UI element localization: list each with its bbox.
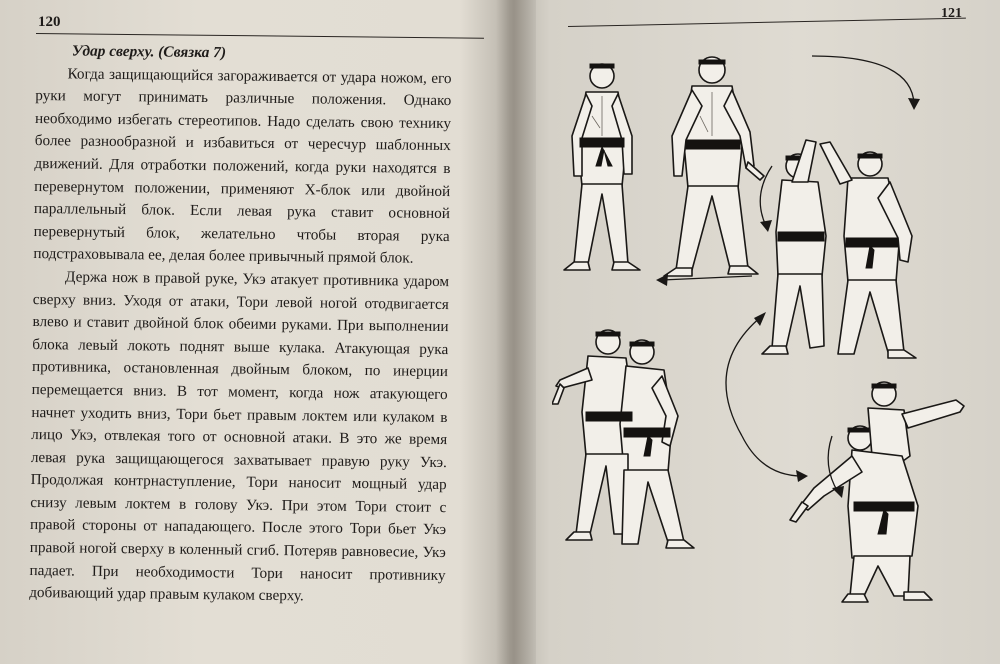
panel-1-fighters — [564, 57, 764, 286]
panel-3-strike — [552, 330, 694, 548]
page-number-left: 120 — [38, 14, 61, 30]
page-number-right: 121 — [941, 6, 962, 21]
panel-2-block — [760, 56, 920, 358]
body-text — [29, 40, 452, 610]
header-rule-left — [36, 33, 484, 39]
header-rule-right — [568, 18, 966, 27]
section-title: Удар сверху. (Связка 7) — [71, 42, 227, 62]
panel-4-throw — [790, 382, 964, 602]
paragraph-2: Держа нож в правой руке, Укэ атакует противника ударом сверху вниз. Уходя от атаки, Тори левой ногой отодвигается влево и ставит двойной блок обеими руками. При выполнении блока левый локоть поднят выше кулака. Атакующая рука противника, остановленная двойным блоком, по инерции перемещается вниз. В тот момент, когда нож атакующего начнет уходить вниз, Тори бьет правым локтем или кулаком в лицо Укэ, отвлекая того от основной атаки. В это же время левая рука защищающегося захватывает правую руку Укэ. Продолжая контрнаступление, Тори наносит мощный удар снизу левым локтем в голову Укэ. При этом Тори стоит с правой стороны от нападающего. После этого Тори бьет Укэ правой ногой сверху в коленный сгиб. Потеряв равновесие, Укэ падает. При необходимости Тори наносит противнику добивающий удар правым кулаком сверху. — [29, 268, 450, 605]
paragraph-1: Когда защищающийся загораживается от удара ножом, его руки могут принимать различные положения. Однако необходимо избегать стереотипов. Надо сделать свою технику более разнообразной и избавиться от чересчур шаблонных движений. Для отработки положений, когда руки находятся в перевернутом положении, применяют X-блок или двойной параллельный блок. Если левая рука ставит основной перевернутый блок, желательно чтобы вторая рука подстраховывала ее, делая более привычный прямой блок. — [33, 64, 452, 267]
martial-arts-sequence-drawing — [552, 36, 982, 616]
right-page — [512, 0, 1000, 664]
